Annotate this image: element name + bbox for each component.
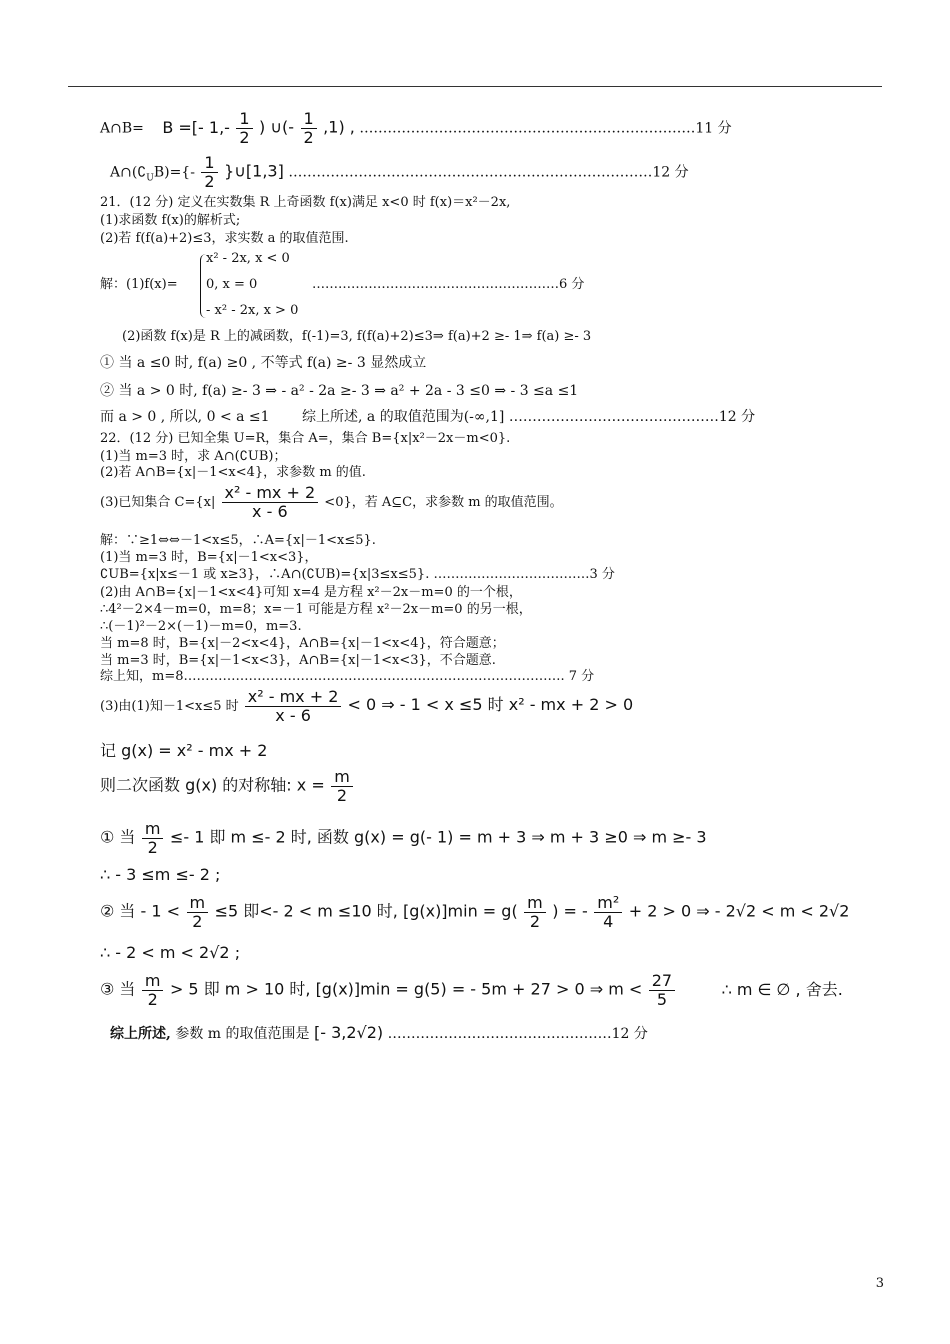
score-dots: ………………………………………………………………11 分 (359, 120, 732, 137)
text: ) ∪(- (259, 117, 295, 137)
text: ∴ m ∈ ∅ , 舍去. (721, 979, 843, 999)
fraction: $\frac{\text{m²}}{4}$ (594, 894, 622, 931)
answer-line-12: $A\cap(∁_UB)=\{-$ $\frac{1}{2}$ }∪[1,3] ……………………………………………………………………12 分 (110, 153, 689, 191)
question-22-part3 (100, 484, 563, 521)
case-3: - x² - 2x, x > 0 (206, 303, 299, 318)
question-21: 21．(12 分) 定义在实数集 R 上奇函数 f(x)满足 x<0 时 f(x)＝x²－2x, (100, 195, 511, 210)
text: ) = - (552, 901, 588, 921)
text: 参数 m 的取值范围是 (175, 1026, 310, 1042)
case-a-result: ∴ - 3 ≤m ≤- 2 ; (100, 865, 221, 884)
text: 则二次函数 g(x) 的对称轴: x = (100, 775, 325, 795)
text: [- 3,2√2) (313, 1023, 384, 1042)
page-number: 3 (875, 1276, 884, 1291)
solution-22-line6: ∴(－1)²－2×(－1)－m=0，m=3. (100, 619, 302, 634)
score-dots: …………………………………………12 分 (387, 1026, 648, 1042)
axis-of-symmetry (100, 768, 355, 805)
case-1: x² - 2x, x < 0 (206, 251, 290, 266)
case-b (100, 894, 849, 931)
text: ,1) , (323, 117, 355, 137)
fraction: $\frac{1}{2}$ (201, 154, 217, 191)
text: ≤5 即<- 2 < m ≤10 时, [g(x)]min = g( (214, 901, 518, 921)
answer-line-11 (100, 110, 732, 147)
solution-22-line9: 综上知，m=8……………………………………………………………………………. 7 分 (100, 669, 595, 684)
header-rule (68, 86, 882, 87)
text: 综上所述, (110, 1026, 171, 1042)
fraction: $\frac{\text{x² - mx + 2}}{x - 6}$ (222, 484, 319, 521)
define-g: 记 g(x) = x² - mx + 2 (100, 741, 268, 760)
case-2: 0, x = 0 (206, 277, 258, 292)
score-dots: ……………………………………………………………………12 分 (288, 164, 689, 181)
solution-22-line8: 当 m=3 时，B={x|－1<x<3}，A∩B={x|－1<x<3}，不合题意. (100, 653, 496, 668)
text: ≤- 1 即 m ≤- 2 时, 函数 g(x) = g(- 1) = m + 3 ⇒ m + 3 ≥0 ⇒ m ≥- 3 (169, 827, 707, 847)
text: B =[- 1,- (162, 117, 230, 137)
text: ② 当 - 1 < (100, 901, 181, 921)
text: (3)已知集合 C={x| (100, 495, 216, 510)
fraction: $\frac{1}{2}$ (236, 110, 252, 147)
text: < 0 ⇒ - 1 < x ≤5 时 x² - mx + 2 > 0 (347, 695, 634, 714)
solution-22-part3 (100, 688, 633, 725)
solution-22-line4: (2)由 A∩B={x|－1<x<4}可知 x=4 是方程 x²－2x－m=0 的一个根， (100, 585, 522, 600)
fraction: $\frac{27}{5}$ (649, 972, 675, 1009)
text: <0}，若 A⊆C，求参数 m 的取值范围。 (324, 495, 563, 510)
question-22: 22．(12 分) 已知全集 U=R，集合 A=，集合 B={x|x²－2x－m<0}. (100, 431, 511, 446)
text: }∪[1,3] (224, 161, 284, 181)
text: ③ 当 (100, 979, 136, 999)
solution-label: 解：(1)f(x)= (100, 277, 178, 292)
fraction: $\frac{m}{2}$ (142, 820, 164, 857)
case-b-result: ∴ - 2 < m < 2√2 ; (100, 943, 241, 962)
solution-part2: (2)函数 f(x)是 R 上的减函数，f(-1)=3, f(f(a)+2)≤3⇒ f(a)+2 ≥- 1⇒ f(a) ≥- 3 (122, 329, 592, 344)
text: (3)由(1)知－1<x≤5 时 (100, 699, 239, 714)
question-21-part2: (2)若 f(f(a)+2)≤3，求实数 a 的取值范围. (100, 231, 349, 246)
solution-22-line7: 当 m=8 时，B={x|－2<x<4}，A∩B={x|－1<x<4}，符合题意； (100, 636, 505, 651)
text: A∩(∁ (110, 164, 147, 181)
fraction: $\frac{m}{2}$ (331, 768, 353, 805)
question-22-part1: (1)当 m=3 时，求 A∩(∁UB)； (100, 449, 287, 464)
fraction: $\frac{1}{2}$ (301, 110, 317, 147)
text: ① 当 (100, 827, 136, 847)
solution-case-1: ① 当 a ≤0 时, f(a) ≥0 , 不等式 f(a) ≥- 3 显然成立 (100, 355, 427, 371)
case-a (100, 820, 707, 857)
text: A∩B= (100, 120, 144, 137)
solution-case-2: ② 当 a > 0 时, f(a) ≥- 3 ⇒ - a² - 2a ≥- 3 ⇒ a² + 2a - 3 ≤0 ⇒ - 3 ≤a ≤1 (100, 383, 579, 399)
solution-conclusion: 而 a > 0 , 所以, 0 < a ≤1 综上所述, a 的取值范围为(-∞,1] ………………………………………12 分 (100, 409, 756, 425)
score-dots: …………………………………………………6 分 (312, 277, 585, 292)
solution-22-line2: (1)当 m=3 时，B={x|－1<x<3}， (100, 550, 318, 565)
text: > 5 即 m > 10 时, [g(x)]min = g(5) = - 5m + 27 > 0 ⇒ m < (169, 979, 643, 999)
fraction: $\frac{m}{2}$ (524, 894, 546, 931)
solution-22-line5: ∴4²－2×4－m=0，m=8；x=－1 可能是方程 x²－2x－m=0 的另一根， (100, 602, 532, 617)
text: B)={- (153, 164, 195, 181)
fraction: $\frac{m}{2}$ (142, 972, 164, 1009)
question-22-part2: (2)若 A∩B={x|－1<x<4}，求参数 m 的值. (100, 465, 366, 480)
fraction: $\frac{m}{2}$ (187, 894, 209, 931)
solution-22-line3: ∁UB={x|x≤－1 或 x≥3}，∴A∩(∁UB)={x|3≤x≤5}. ………………………………3 分 (100, 567, 615, 582)
case-c (100, 972, 843, 1009)
text: + 2 > 0 ⇒ - 2√2 < m < 2√2 (628, 901, 850, 921)
question-21-part1: (1)求函数 f(x)的解析式; (100, 213, 241, 228)
fraction: $\frac{\text{x² - mx + 2}}{x - 6}$ (245, 688, 342, 725)
final-conclusion (110, 1024, 648, 1043)
solution-22-line1: 解：∵≥1⇔⇔－1<x≤5，∴A={x|－1<x≤5}. (100, 533, 376, 548)
